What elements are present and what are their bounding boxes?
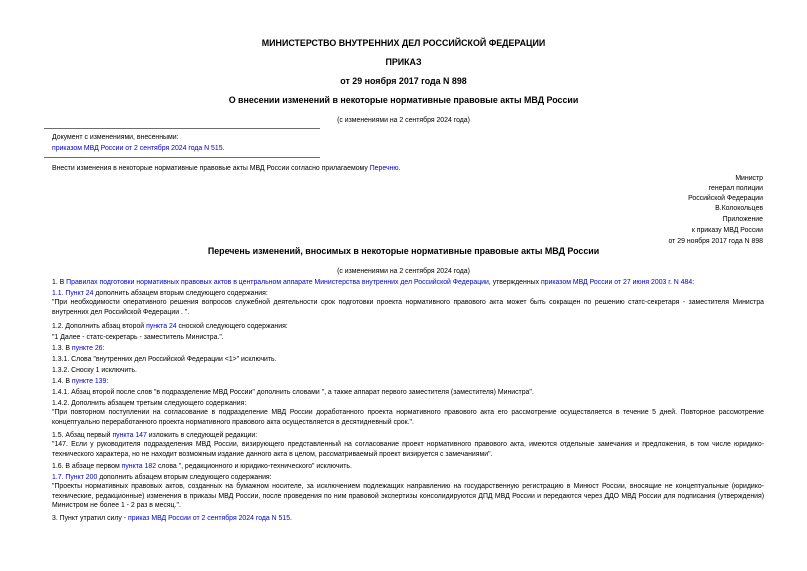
quote-4: "147. Если у руководителя подразделения МВД России, визирующего представленный на согласование проект нормативного правового акта, имеются отдельные замечания и предложения, в том числе юридико-технического характера, но не находит возможным издание данного акта в целом, рассматриваемый проект визируется с замечаниями". (52, 441, 764, 458)
item-text: 1.5. Абзац первый (52, 432, 113, 439)
item-text: 1.6. В абзаце первом (52, 463, 122, 470)
item-1 (52, 278, 694, 287)
item-text: дополнить абзацем вторым следующего содержания: (93, 290, 268, 297)
item-1-3-2: 1.3.2. Сноску 1 исключить. (52, 367, 137, 374)
item-text: 1. В (52, 279, 67, 286)
appendix-label: Приложение (722, 216, 763, 223)
item-text: : (692, 279, 695, 286)
amendment-link[interactable]: приказом МВД России от 2 сентября 2024 года N 515. (52, 145, 225, 152)
intro-text: Внести изменения в некоторые нормативные правовые акты МВД России согласно прилагаемому (52, 165, 370, 172)
rules-link[interactable]: Правилах подготовки нормативных правовых актов в центральном аппарате Министерства внутренних дел Российской Федерации (66, 279, 489, 286)
item-1-6 (52, 462, 352, 471)
item-text: , утвержденных (488, 279, 541, 286)
clause-182-link[interactable]: пункта 182 (121, 463, 157, 470)
ministry-title: МИНИСТЕРСТВО ВНУТРЕННИХ ДЕЛ РОССИЙСКОЙ ФЕДЕРАЦИИ (261, 38, 546, 48)
clause-139-link[interactable]: пункте 139 (71, 378, 107, 385)
item-1-1 (52, 289, 268, 298)
order-title: О внесении изменений в некоторые нормативные правовые акты МВД России (228, 95, 579, 105)
amendment-top-rule (44, 128, 320, 129)
signature-rank: генерал полиции (708, 185, 763, 192)
item-1-3-1: 1.3.1. Слова "внутренних дел Российской Федерации <1>" исключить. (52, 356, 277, 363)
item-text: дополнить абзацем вторым следующего содержания: (97, 474, 272, 481)
item-1-5 (52, 431, 257, 440)
clause-147-link[interactable]: пункта 147 (112, 432, 147, 439)
clause-26-link[interactable]: пункте 26 (71, 345, 103, 352)
item-1-4-1: 1.4.1. Абзац второй после слов "в подразделение МВД России" дополнить словами ", а также аппарат первого заместителя (заместителя) Министра". (52, 389, 534, 396)
order-date: от 29 ноября 2017 года N 898 (340, 76, 467, 86)
appendix-date: от 29 ноября 2017 года N 898 (668, 238, 763, 245)
item-text: 3. Пункт утратил силу - (52, 515, 128, 522)
quote-2: "1 Далее - статс-секретарь - заместитель Министра.". (52, 334, 224, 341)
quote-1: "При необходимости оперативного решения вопросов служебной деятельности срок подготовки проекта нормативного правового акта может быть сокращен по решению статс-секретаря - заместителя Министра внутренних дел Российской Федерации . ". (52, 299, 764, 316)
item-text: 1.2. Дополнить абзац второй (52, 323, 147, 330)
item-1-4-2: 1.4.2. Дополнить абзацем третьим следующего содержания: (52, 400, 247, 407)
intro-paragraph (52, 164, 400, 173)
item-1-7 (52, 473, 272, 482)
signature-country: Российской Федерации (688, 195, 763, 202)
item-text: 1.4. В (52, 378, 72, 385)
amendment-bottom-rule (44, 157, 320, 158)
list-link[interactable]: Перечню (369, 165, 399, 172)
appendix-to: к приказу МВД России (691, 227, 763, 234)
order-515-link[interactable]: приказ МВД России от 2 сентября 2024 года N 515 (127, 515, 291, 522)
clause-24-ref-link[interactable]: пункта 24 (146, 323, 177, 330)
item-text: 1.3. В (52, 345, 72, 352)
quote-3: "При повторном поступлении на согласование в подразделение МВД России доработанного проекта нормативного правового акта его рассмотрение осуществляется в течение 5 дней. Повторное рассмотрение концептуально переработанного проекта нормативного правового акта осуществляется в десятидневный срок.". (52, 409, 764, 426)
order-484-link[interactable]: приказом МВД России от 27 июня 2003 г. N 484 (540, 279, 693, 286)
item-1-4 (52, 377, 108, 386)
amendment-item (52, 144, 224, 153)
item-text: . (290, 515, 292, 522)
item-text: : (106, 378, 109, 385)
item-text: : (102, 345, 105, 352)
signature-name: В.Колокольцев (715, 205, 763, 212)
quote-5: "Проекты нормативных правовых актов, созданных на бумажном носителе, за исключением подлежащих направлению на государственную регистрацию в Минюст России, вносящие не концептуальные (юридико-технические, редакционные) изменения в приказы МВД России, после проведения по ним правовой экспертизы консолидируются ДПД МВД России и передаются через ДДО МВД России для подписания (утверждения) Министром не более 1 - 2 раз в месяц.". (52, 483, 764, 510)
item-text: сноской следующего содержания: (176, 323, 288, 330)
item-1-2 (52, 322, 288, 331)
intro-text-end: . (398, 165, 401, 172)
list-edition-note: (с изменениями на 2 сентября 2024 года) (337, 268, 470, 275)
signature-position: Министр (735, 175, 763, 182)
clause-200-link[interactable]: 1.7. Пункт 200 (52, 474, 98, 481)
item-1-3 (52, 344, 104, 353)
item-3 (52, 514, 292, 523)
list-title: Перечень изменений, вносимых в некоторые нормативные правовые акты МВД России (207, 246, 600, 256)
clause-24-link[interactable]: 1.1. Пункт 24 (52, 290, 94, 297)
order-type: ПРИКАЗ (385, 57, 422, 67)
edition-note: (с изменениями на 2 сентября 2024 года) (337, 117, 470, 124)
amendment-label: Документ с изменениями, внесенными: (52, 134, 179, 141)
item-text: изложить в следующей редакции: (146, 432, 258, 439)
item-text: слова ", редакционного и юридико-технического" исключить. (156, 463, 352, 470)
